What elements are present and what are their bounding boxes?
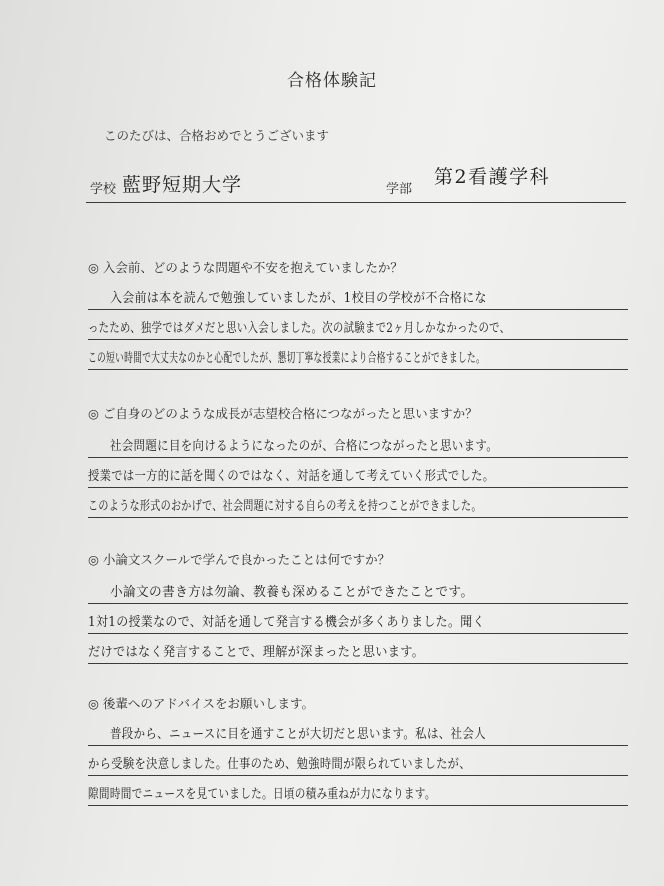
answer-text: 小論文の書き方は勿論、教養も深めることができたことです。 [110,585,474,600]
school-name-handwritten: 藍野短期大学 [122,174,243,196]
answer-line [88,746,628,776]
answer-line [88,716,628,746]
answer-text: 授業では一方的に話を聞くのではなく、対話を通して考えていく形式でした。 [88,469,495,484]
school-department-row [86,168,626,203]
department-label: 学部 [386,182,413,197]
congratulations-text: このたびは、合格おめでとうございます [104,128,330,143]
answer-line [88,574,628,604]
answer-line [88,488,628,518]
answer-text: この短い時間で大丈夫なのかと心配でしたが、懇切丁寧な授業により合格することができました。 [88,351,485,366]
answer-line [88,428,628,458]
answer-text: 1対1の授業なので、対話を通して発言する機会が多くありました。聞く [88,615,485,630]
question-2: ◎ ご自身のどのような成長が志望校合格につながったと思いますか？ [88,406,478,421]
question-4: ◎ 後輩へのアドバイスをお願いします。 [88,696,315,711]
answer-text: から受験を決意しました。仕事のため、勉強時間が限られていましたが、 [88,757,471,772]
question-3: ◎ 小論文スクールで学んで良かったことは何ですか？ [88,552,391,567]
answer-text: ったため、独学ではダメだと思い入会しました。次の試験まで2ヶ月しかなかったので、 [88,321,511,336]
answer-line [88,340,628,370]
answer-line [88,310,628,340]
answer-text: 普段から、ニュースに目を通すことが大切だと思います。私は、社会人 [110,727,486,742]
answer-text: 入会前は本を読んで勉強していましたが、1校目の学校が不合格にな [110,291,487,306]
answer-line [88,604,628,634]
answer-line [88,634,628,664]
answer-line [88,458,628,488]
school-label: 学校 [90,182,117,197]
answer-line [88,776,628,806]
question-1: ◎ 入会前、どのような問題や不安を抱えていましたか？ [88,260,403,275]
department-name-handwritten: 第2看護学科 [434,166,551,188]
answer-line [88,280,628,310]
answer-text: だけではなく発言することで、理解が深まったと思います。 [88,645,425,660]
answer-text: 社会問題に目を向けるようになったのが、合格につながったと思います。 [110,439,499,454]
answer-text: 隙間時間でニュースを見ていました。日頃の積み重ねが力になります。 [88,787,436,802]
document-title: 合格体験記 [287,71,377,91]
answer-text: このような形式のおかげで、社会問題に対する自らの考えを持つことができました。 [88,499,482,514]
